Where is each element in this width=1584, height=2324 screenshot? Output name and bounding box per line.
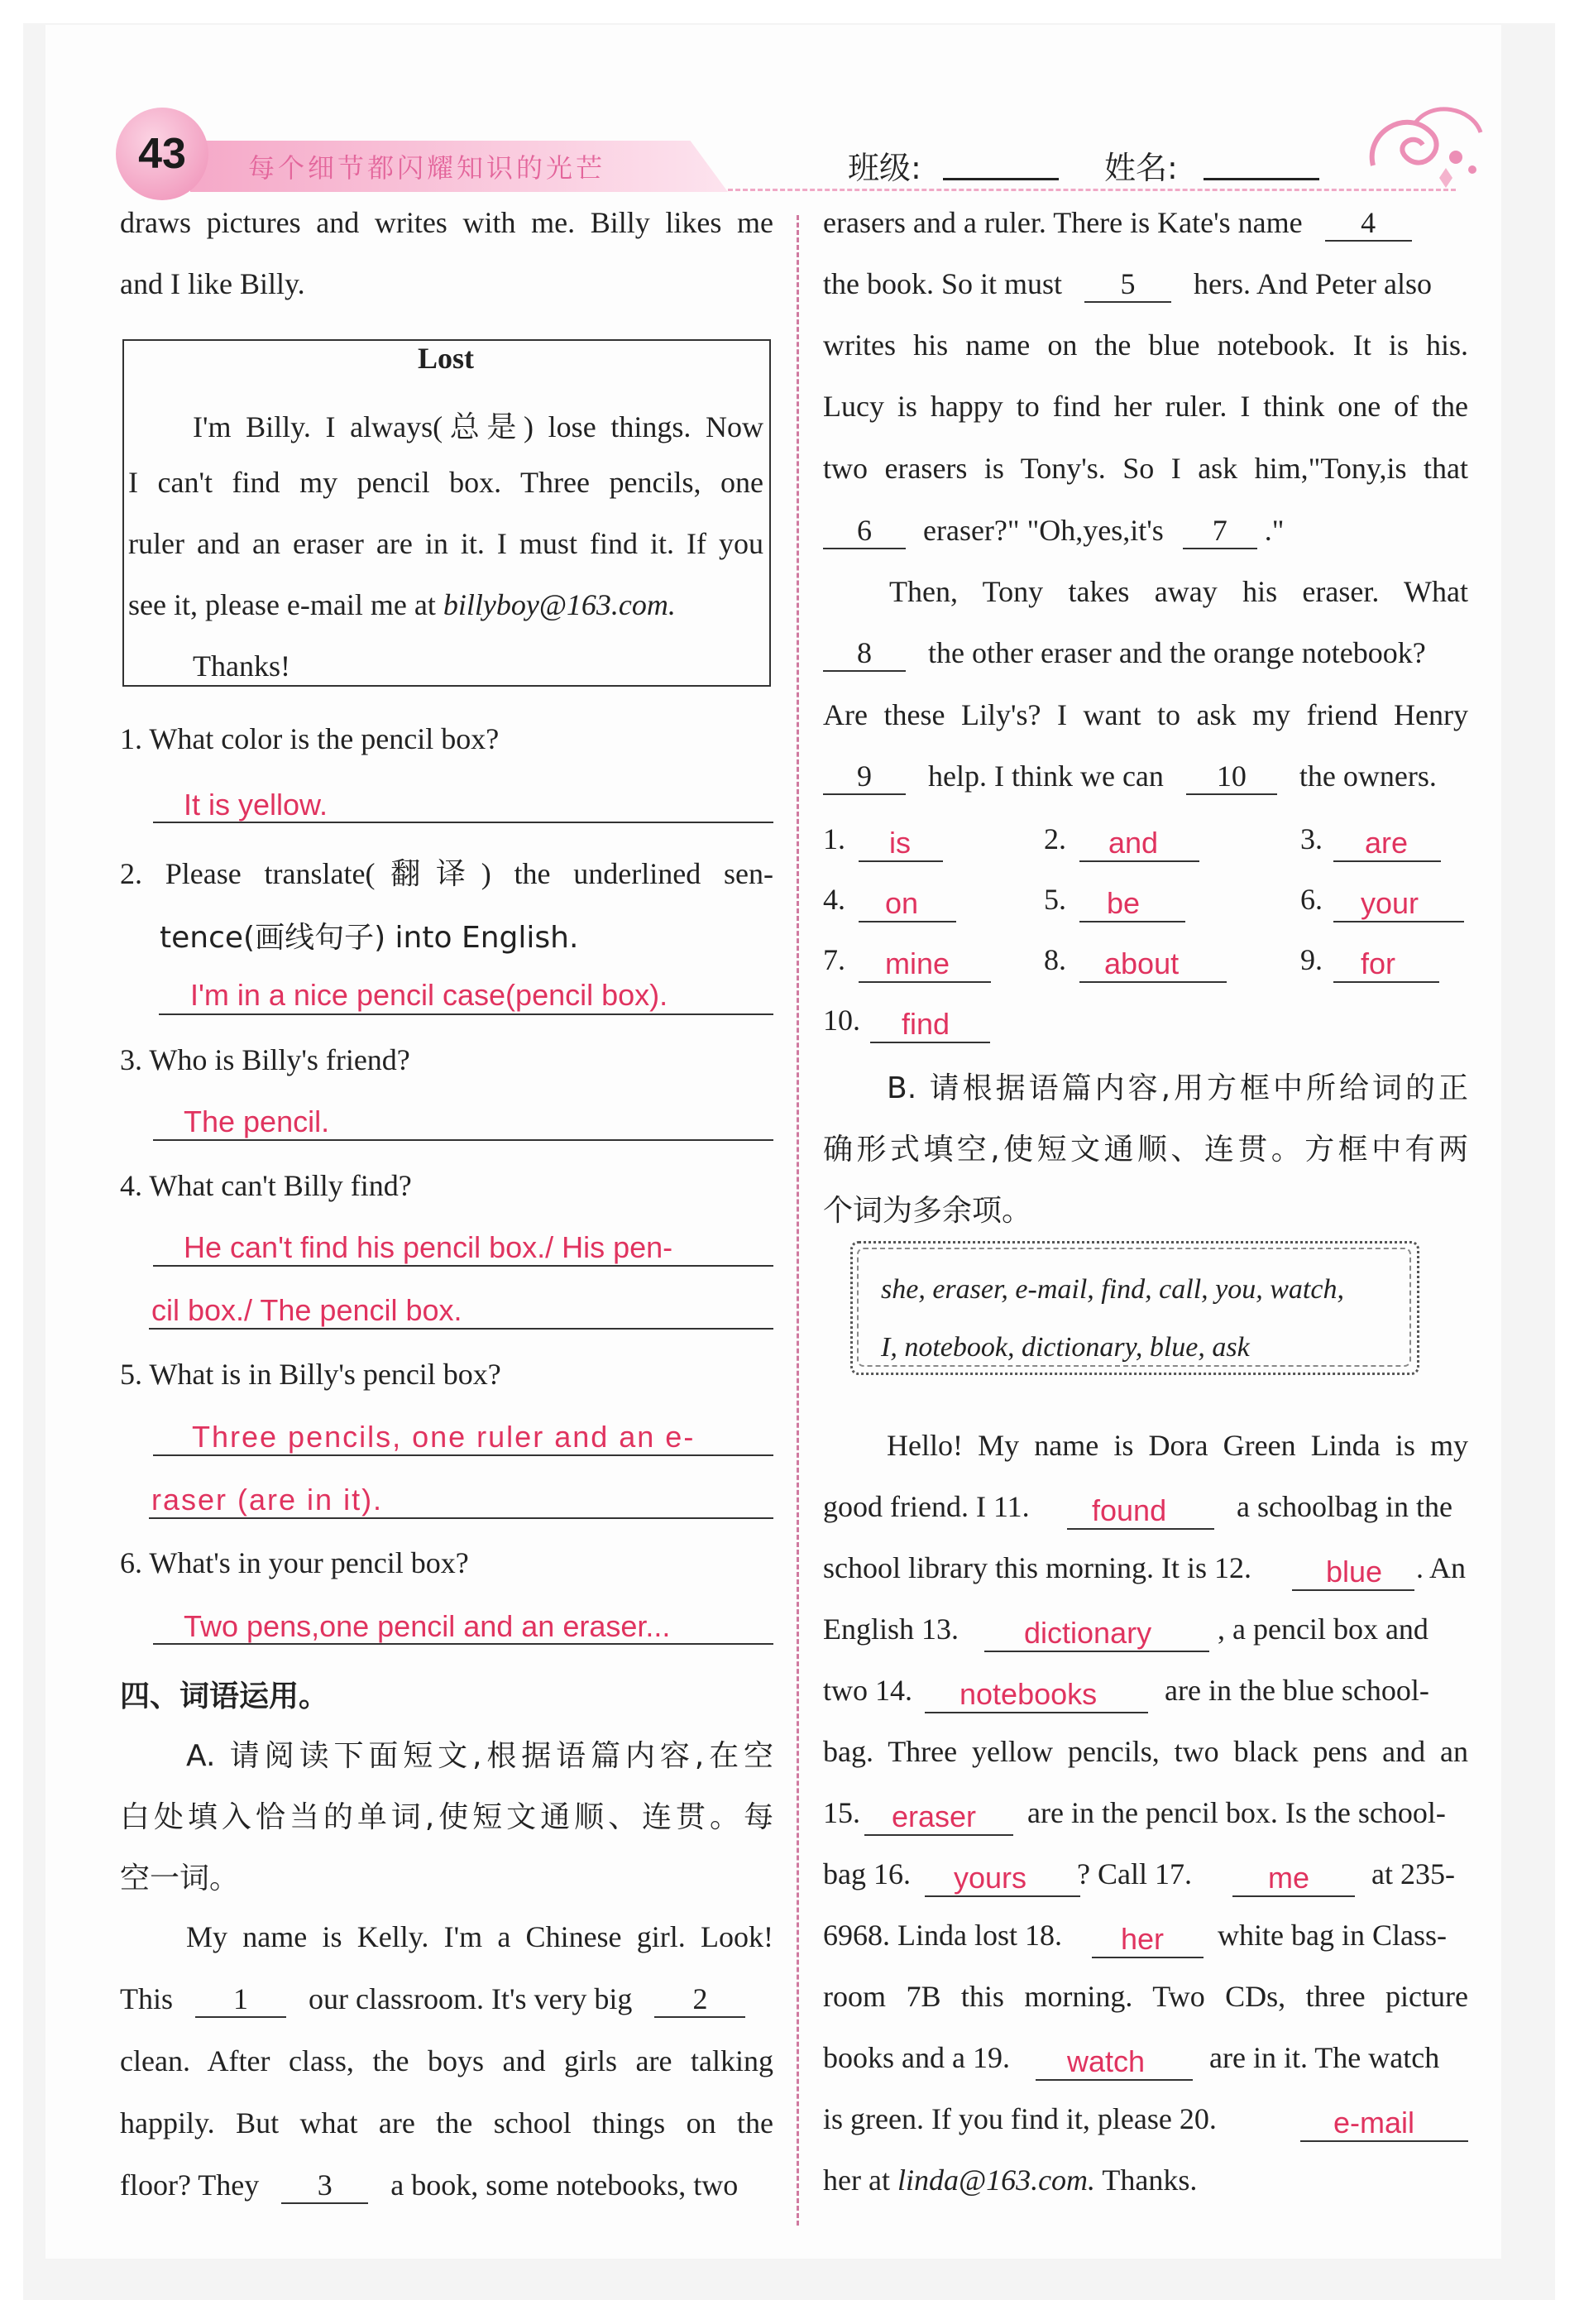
question: tence(画线句子) into English. xyxy=(160,921,579,955)
blank-9[interactable]: 9 xyxy=(823,759,906,795)
answer-line[interactable] xyxy=(1079,921,1185,922)
passage-line: Lucy is happy to find her ruler. I think one of the xyxy=(823,390,1468,423)
email-address: linda@163.com. xyxy=(897,2163,1096,2197)
answer-text: mine xyxy=(885,946,950,980)
passage-line: good friend. I 11. xyxy=(823,1490,1030,1523)
answer-text: me xyxy=(1268,1861,1310,1895)
answer-line[interactable] xyxy=(149,1517,773,1519)
instruction-line: 空一词。 xyxy=(120,1862,240,1895)
passage-text: . An xyxy=(1416,1551,1467,1584)
blank-10[interactable]: 10 xyxy=(1186,759,1277,795)
instruction-line: 白处填入恰当的单词,使短文通顺、连贯。每 xyxy=(120,1800,773,1834)
passage-line xyxy=(120,2168,738,2204)
passage-line xyxy=(823,513,1284,549)
answer-number: 7. xyxy=(823,943,845,976)
passage-text: floor? They xyxy=(120,2168,260,2202)
passage-line xyxy=(823,635,1426,672)
answer-text: are xyxy=(1365,826,1409,860)
answer-text: blue xyxy=(1326,1555,1383,1588)
answer-number: 8. xyxy=(1044,943,1066,976)
email-address: billyboy@163.com. xyxy=(443,588,676,621)
header-slogan: 每个细节都闪耀知识的光芒 xyxy=(248,152,606,184)
passage-line xyxy=(120,1981,745,2018)
notice-line: ruler and an eraser are in it. I must find it. If you xyxy=(128,527,763,560)
passage-text: eraser?" "Oh,yes,it's xyxy=(923,514,1164,547)
passage-line: two 14. xyxy=(823,1674,912,1707)
answer-line[interactable] xyxy=(859,981,991,983)
passage-line: 15. xyxy=(823,1796,860,1829)
section-title: 四、词语运用。 xyxy=(120,1680,329,1713)
answer-text: dictionary xyxy=(1024,1616,1152,1650)
passage-line: is green. If you find it, please 20. xyxy=(823,2102,1217,2135)
blank-2[interactable]: 2 xyxy=(654,1981,745,2018)
passage-text: white bag in Class- xyxy=(1218,1919,1447,1952)
intro-line: and I like Billy. xyxy=(120,267,305,300)
passage-line: 6968. Linda lost 18. xyxy=(823,1919,1062,1952)
word-bank-line: she, eraser, e-mail, find, call, you, watch, xyxy=(881,1274,1344,1305)
answer-line[interactable] xyxy=(1036,2079,1193,2081)
passage-line: Then, Tony takes away his eraser. What xyxy=(889,575,1468,608)
answer-line[interactable] xyxy=(925,1712,1148,1713)
answer-number: 10. xyxy=(823,1004,860,1037)
name-field[interactable] xyxy=(1204,178,1319,180)
answer-number: 3. xyxy=(1300,822,1323,855)
passage-line: books and a 19. xyxy=(823,2041,1010,2074)
word-bank-line: I, notebook, dictionary, blue, ask xyxy=(881,1332,1250,1363)
answer-line[interactable] xyxy=(1300,2140,1468,2142)
question: 6. What's in your pencil box? xyxy=(120,1546,469,1579)
passage-text: This xyxy=(120,1982,174,2015)
answer-line[interactable] xyxy=(153,822,773,823)
instruction-line: 确形式填空,使短文通顺、连贯。方框中有两 xyxy=(823,1133,1468,1167)
name-label: 姓名: xyxy=(1104,150,1178,186)
answer-text: He can't find his pencil box./ His pen- xyxy=(184,1230,673,1264)
answer-number: 5. xyxy=(1044,883,1066,916)
page-number-badge xyxy=(116,108,208,200)
passage-text: her at xyxy=(823,2163,897,2197)
answer-line[interactable] xyxy=(1067,1528,1214,1530)
answer-line[interactable] xyxy=(925,1895,1080,1897)
answer-text: is xyxy=(889,826,911,860)
answer-number: 9. xyxy=(1300,943,1323,976)
passage-text: Thanks. xyxy=(1095,2163,1198,2197)
answer-text: e-mail xyxy=(1333,2106,1415,2140)
passage-line: room 7B this morning. Two CDs, three picture xyxy=(823,1980,1468,2013)
passage-line xyxy=(823,2163,1197,2197)
question: 5. What is in Billy's pencil box? xyxy=(120,1358,501,1391)
answer-line[interactable] xyxy=(1292,1589,1414,1591)
notice-line xyxy=(128,587,676,622)
answer-number: 2. xyxy=(1044,822,1066,855)
answer-text: notebooks xyxy=(959,1677,1098,1711)
intro-line: draws pictures and writes with me. Billy likes me xyxy=(120,206,773,239)
passage-text: hers. And Peter also xyxy=(1194,267,1432,300)
passage-text: are in the pencil box. Is the school- xyxy=(1027,1796,1446,1829)
answer-line[interactable] xyxy=(153,1139,773,1141)
answer-text: eraser xyxy=(892,1799,977,1833)
header-divider xyxy=(728,189,1456,191)
instruction-line: A. 请阅读下面短文,根据语篇内容,在空 xyxy=(186,1739,773,1773)
passage-line xyxy=(823,759,1437,795)
passage-line: clean. After class, the boys and girls are talking xyxy=(120,2044,773,2077)
answer-line[interactable] xyxy=(153,1454,773,1456)
answer-number: 4. xyxy=(823,883,845,916)
question: 1. What color is the pencil box? xyxy=(120,722,500,755)
passage-text: the book. So it must xyxy=(823,267,1063,300)
answer-text: yours xyxy=(954,1861,1027,1895)
answer-text: raser (are in it). xyxy=(151,1483,384,1517)
answer-line[interactable] xyxy=(1333,860,1441,862)
passage-text: are in it. The watch xyxy=(1209,2041,1440,2074)
answer-text: found xyxy=(1092,1493,1167,1527)
passage-line: My name is Kelly. I'm a Chinese girl. Look! xyxy=(186,1920,773,1953)
class-field[interactable] xyxy=(943,178,1059,180)
notice-line: I'm Billy. I always(总是) lose things. Now xyxy=(193,410,763,443)
answer-line[interactable] xyxy=(1333,921,1464,922)
passage-line xyxy=(823,205,1412,242)
question: 4. What can't Billy find? xyxy=(120,1169,412,1202)
question: 2. Please translate(翻译) the underlined sen- xyxy=(120,857,773,890)
answer-number: 6. xyxy=(1300,883,1323,916)
answer-text: cil box./ The pencil box. xyxy=(151,1293,462,1327)
passage-text: erasers and a ruler. There is Kate's name xyxy=(823,206,1303,239)
answer-text: The pencil. xyxy=(184,1104,330,1138)
blank-3[interactable]: 3 xyxy=(281,2168,368,2204)
answer-line[interactable] xyxy=(864,1834,1013,1836)
passage-text: at 235- xyxy=(1371,1857,1455,1890)
answer-line[interactable] xyxy=(149,1328,773,1330)
answer-line[interactable] xyxy=(984,1651,1209,1652)
answer-text: Two pens,one pencil and an eraser... xyxy=(184,1609,671,1643)
answer-text: Three pencils, one ruler and an e- xyxy=(192,1420,696,1454)
blank-7[interactable]: 7 xyxy=(1183,513,1257,549)
blank-1[interactable]: 1 xyxy=(195,1981,286,2018)
page-number: 43 xyxy=(138,130,186,178)
passage-line: English 13. xyxy=(823,1612,959,1646)
passage-text: , a pencil box and xyxy=(1218,1612,1428,1646)
passage-text: are in the blue school- xyxy=(1165,1674,1429,1707)
passage-line: bag 16. xyxy=(823,1857,911,1890)
answer-text: find xyxy=(902,1007,950,1041)
answer-text: I'm in a nice pencil case(pencil box). xyxy=(190,978,668,1012)
passage-line: writes his name on the blue notebook. It is his. xyxy=(823,328,1468,362)
instruction-line: 个词为多余项。 xyxy=(823,1194,1032,1228)
answer-number: 1. xyxy=(823,822,845,855)
class-label: 班级: xyxy=(848,150,921,186)
answer-text: on xyxy=(885,886,919,920)
answer-line[interactable] xyxy=(1092,1957,1204,1958)
notice-line: I can't find my pencil box. Three pencils, one xyxy=(128,466,763,499)
blank-4[interactable]: 4 xyxy=(1325,205,1412,242)
answer-text: for xyxy=(1361,946,1396,980)
answer-text: be xyxy=(1107,886,1141,920)
answer-text: It is yellow. xyxy=(184,788,328,822)
passage-line: school library this morning. It is 12. xyxy=(823,1551,1251,1584)
answer-line[interactable] xyxy=(870,1042,990,1043)
instruction-line: B. 请根据语篇内容,用方框中所给词的正 xyxy=(887,1071,1468,1105)
blank-8[interactable]: 8 xyxy=(823,635,906,672)
answer-line[interactable] xyxy=(1079,981,1227,983)
passage-line: bag. Three yellow pencils, two black pens and an xyxy=(823,1735,1468,1768)
answer-text: about xyxy=(1104,946,1180,980)
notice-thanks: Thanks! xyxy=(193,649,290,683)
passage-line: Are these Lily's? I want to ask my friend Henry xyxy=(823,698,1468,731)
passage-line: two erasers is Tony's. So I ask him,"Tony,is that xyxy=(823,452,1468,485)
answer-line[interactable] xyxy=(153,1265,773,1267)
floral-ornament-icon xyxy=(1357,99,1489,190)
column-divider xyxy=(797,215,799,2226)
notice-text: see it, please e-mail me at xyxy=(128,588,443,621)
answer-line[interactable] xyxy=(153,1643,773,1645)
answer-text: her xyxy=(1121,1922,1165,1956)
blank-5[interactable]: 5 xyxy=(1084,266,1171,303)
passage-line: Hello! My name is Dora Green Linda is my xyxy=(887,1429,1468,1462)
passage-text: help. I think we can xyxy=(928,759,1164,793)
answer-line[interactable] xyxy=(1232,1895,1355,1897)
lost-notice-box xyxy=(122,339,771,687)
passage-text: our classroom. It's very big xyxy=(309,1982,633,2015)
passage-text: the owners. xyxy=(1299,759,1437,793)
passage-text: a book, some notebooks, two xyxy=(390,2168,739,2202)
notice-title: Lost xyxy=(417,342,474,375)
passage-text: ." xyxy=(1264,514,1285,547)
answer-line[interactable] xyxy=(159,1013,773,1015)
passage-text: the other eraser and the orange notebook? xyxy=(928,636,1426,669)
passage-line xyxy=(823,266,1432,303)
passage-line: happily. But what are the school things on the xyxy=(120,2106,773,2140)
answer-text: watch xyxy=(1067,2044,1146,2078)
passage-text: ? Call 17. xyxy=(1077,1857,1192,1890)
question: 3. Who is Billy's friend? xyxy=(120,1043,410,1076)
answer-line[interactable] xyxy=(1079,860,1199,862)
passage-text: a schoolbag in the xyxy=(1237,1490,1452,1523)
answer-text: your xyxy=(1361,886,1419,920)
answer-line[interactable] xyxy=(859,860,943,862)
answer-line[interactable] xyxy=(1333,981,1439,983)
answer-text: and xyxy=(1108,826,1159,860)
blank-6[interactable]: 6 xyxy=(823,513,906,549)
answer-line[interactable] xyxy=(859,921,956,922)
